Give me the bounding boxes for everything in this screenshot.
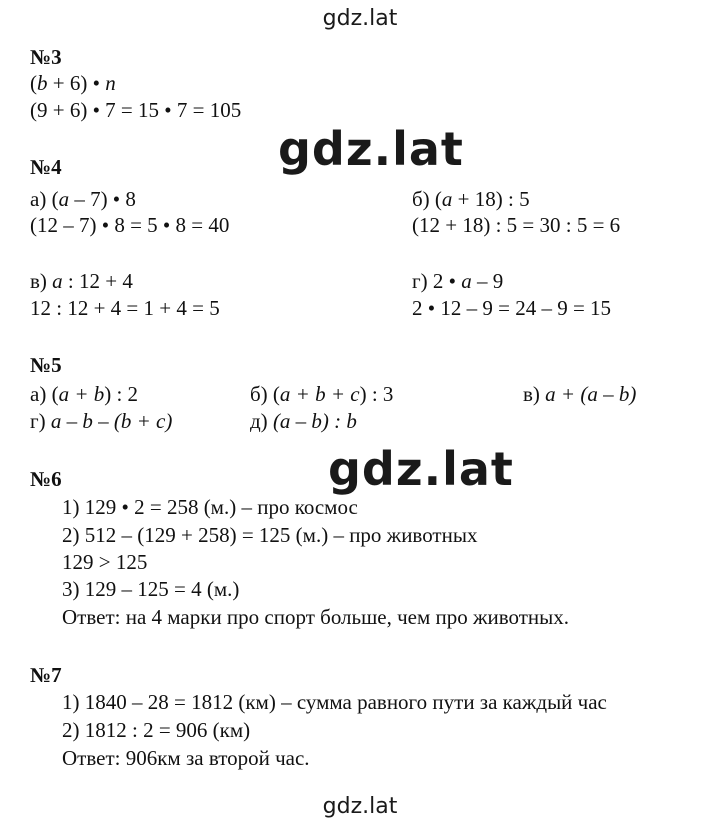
task-3-heading: №3 [30, 45, 62, 69]
watermark-middle-1: gdz.lat [278, 122, 464, 176]
task-6-comparison: 129 > 125 [62, 550, 148, 574]
task-4v-expression: в) a : 12 + 4 [30, 269, 133, 293]
task-7-step-1: 1) 1840 – 28 = 1812 (км) – сумма равного пути за каждый час [62, 690, 607, 714]
task-4g-expression: г) 2 • a – 9 [412, 269, 504, 293]
watermark-top: gdz.lat [322, 6, 398, 31]
task-5a: а) (a + b) : 2 [30, 382, 139, 406]
task-7-answer: Ответ: 906км за второй час. [62, 746, 310, 770]
task-5b: б) (a + b + c) : 3 [250, 382, 394, 406]
task-3-solution: (9 + 6) • 7 = 15 • 7 = 105 [30, 98, 242, 122]
task-6-heading: №6 [30, 467, 62, 491]
task-4a-expression: а) (a – 7) • 8 [30, 187, 136, 211]
task-4a-solution: (12 – 7) • 8 = 5 • 8 = 40 [30, 213, 230, 237]
task-7-step-2: 2) 1812 : 2 = 906 (км) [62, 718, 251, 742]
task-6-step-3: 3) 129 – 125 = 4 (м.) [62, 577, 240, 601]
task-4-heading: №4 [30, 155, 62, 179]
task-3-expression: (b + 6) • n [30, 71, 116, 95]
task-5g: г) a – b – (b + c) [30, 409, 173, 433]
watermark-middle-2: gdz.lat [328, 442, 514, 496]
task-6-step-1: 1) 129 • 2 = 258 (м.) – про космос [62, 495, 358, 519]
task-4b-expression: б) (a + 18) : 5 [412, 187, 530, 211]
task-5d: д) (a – b) : b [250, 409, 357, 433]
watermark-bottom: gdz.lat [322, 794, 398, 819]
task-4g-solution: 2 • 12 – 9 = 24 – 9 = 15 [412, 296, 612, 320]
task-5v: в) a + (a – b) [523, 382, 637, 406]
task-4v-solution: 12 : 12 + 4 = 1 + 4 = 5 [30, 296, 220, 320]
task-6-step-2: 2) 512 – (129 + 258) = 125 (м.) – про животных [62, 523, 478, 547]
task-4b-solution: (12 + 18) : 5 = 30 : 5 = 6 [412, 213, 621, 237]
task-5-heading: №5 [30, 353, 62, 377]
task-7-heading: №7 [30, 663, 62, 687]
task-6-answer: Ответ: на 4 марки про спорт больше, чем про животных. [62, 605, 570, 629]
